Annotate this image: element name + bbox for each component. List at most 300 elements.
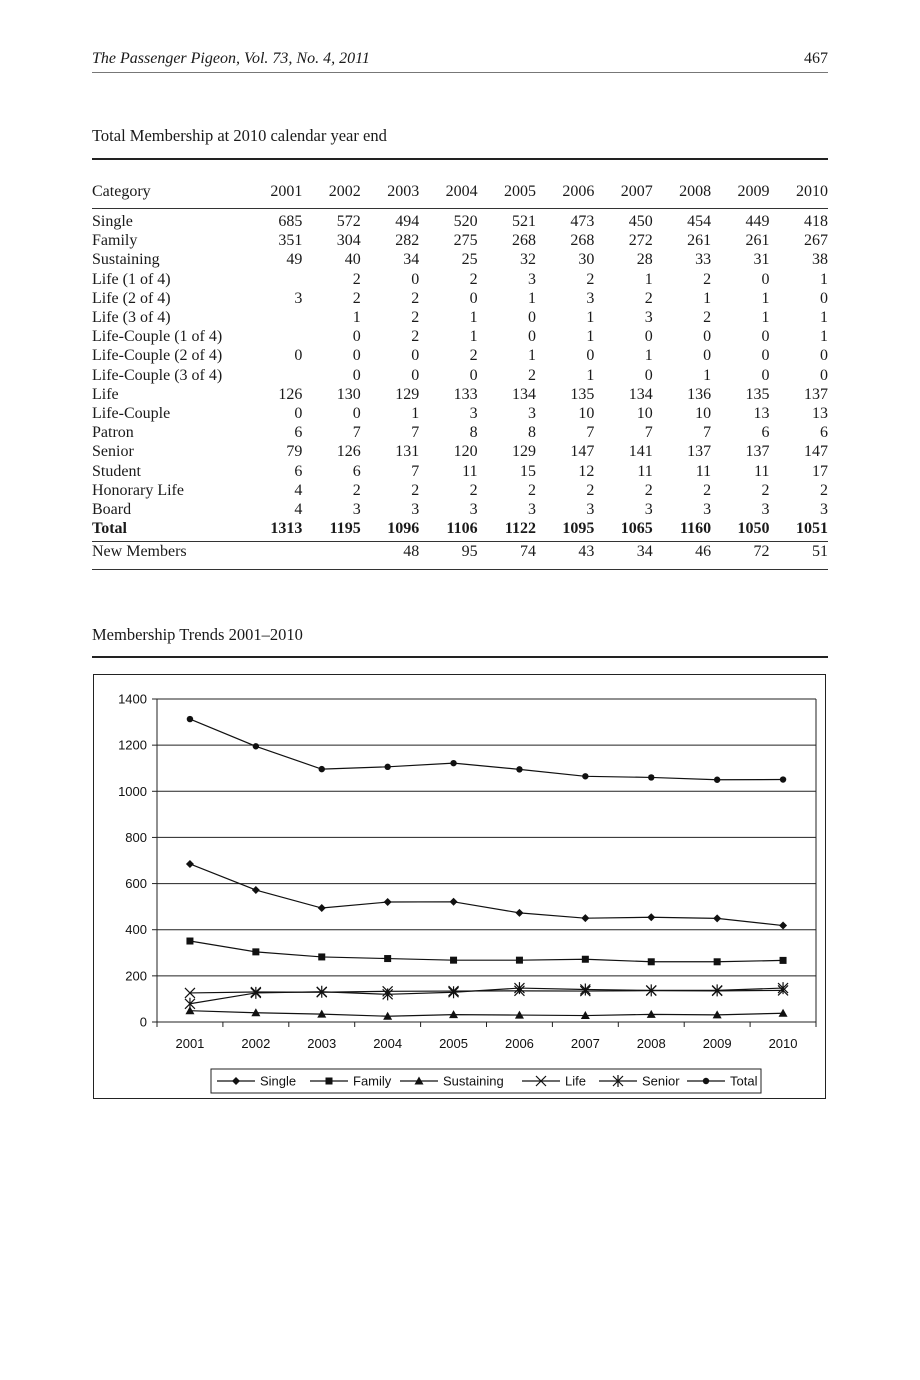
value-cell: 131	[395, 443, 420, 461]
value-cell: 2	[469, 270, 478, 288]
value-cell: 0	[411, 366, 420, 384]
value-cell: 685	[278, 213, 303, 230]
category-cell: Sustaining	[92, 251, 160, 269]
single-data-point	[647, 913, 655, 921]
value-cell: 2	[644, 481, 653, 499]
single-data-point	[581, 914, 589, 922]
year-header: 2007	[620, 183, 653, 200]
value-cell	[244, 308, 302, 327]
senior-series-line	[190, 988, 783, 1004]
value-cell: 454	[687, 213, 712, 230]
legend-label: Total	[730, 1073, 758, 1089]
table-row	[92, 404, 828, 423]
table-body	[92, 210, 828, 566]
value-cell: 0	[352, 366, 361, 384]
year-header: 2001	[270, 183, 303, 200]
value-cell: 95	[461, 543, 478, 561]
total-series-line	[190, 719, 783, 780]
category-cell: Total	[92, 520, 127, 538]
value-cell: 6	[820, 424, 828, 442]
value-cell: 2	[703, 309, 712, 327]
category-header: Category	[92, 183, 151, 200]
category-cell: Life-Couple (2 of 4)	[92, 347, 223, 365]
legend-label: Senior	[642, 1073, 680, 1089]
single-data-point	[186, 860, 194, 868]
table-row	[92, 423, 828, 442]
y-tick-label: 600	[125, 876, 147, 892]
family-series-line	[190, 941, 783, 962]
value-cell: 6	[294, 462, 303, 480]
value-cell: 33	[695, 251, 712, 269]
value-cell: 1051	[796, 520, 828, 538]
y-tick-label: 0	[139, 1014, 147, 1030]
value-cell: 521	[511, 213, 536, 230]
legend-label: Family	[353, 1073, 392, 1089]
category-cell: Board	[92, 501, 132, 519]
x-tick-label: 2004	[373, 1036, 403, 1051]
value-cell: 418	[804, 213, 828, 230]
value-cell: 7	[411, 424, 420, 442]
value-cell: 1	[820, 270, 828, 288]
value-cell: 2	[527, 481, 536, 499]
value-cell: 304	[336, 232, 361, 250]
value-cell: 0	[644, 328, 653, 346]
value-cell: 3	[586, 289, 595, 307]
value-cell: 1	[469, 309, 478, 327]
value-cell: 134	[628, 385, 653, 403]
table-row	[92, 308, 828, 327]
value-cell: 261	[745, 232, 770, 250]
value-cell: 1	[761, 289, 770, 307]
table-header-row	[92, 174, 828, 210]
table-row	[92, 289, 828, 308]
year-header: 2003	[387, 183, 420, 200]
value-cell: 2	[411, 481, 420, 499]
value-cell: 0	[294, 347, 303, 365]
total-data-point	[384, 764, 390, 770]
value-cell: 282	[395, 232, 420, 250]
value-cell: 1106	[446, 520, 478, 538]
year-header: 2002	[328, 183, 361, 200]
total-data-point	[714, 777, 720, 783]
value-cell: 1	[644, 347, 653, 365]
value-cell: 1	[352, 309, 361, 327]
value-cell: 2	[352, 481, 361, 499]
value-cell: 72	[753, 543, 770, 561]
total-data-point	[582, 773, 588, 779]
year-header: 2004	[445, 183, 478, 200]
category-cell: Life (2 of 4)	[92, 289, 171, 307]
value-cell: 0	[586, 347, 595, 365]
value-cell: 32	[519, 251, 536, 269]
value-cell: 10	[636, 405, 653, 423]
legend-label: Sustaining	[443, 1073, 504, 1089]
value-cell: 3	[586, 501, 595, 519]
figure-caption: Membership Trends 2001–2010	[92, 625, 303, 644]
value-cell: 34	[636, 543, 653, 561]
year-header: 2006	[562, 183, 595, 200]
value-cell: 3	[644, 309, 653, 327]
x-tick-label: 2001	[175, 1036, 205, 1051]
value-cell: 494	[395, 213, 420, 230]
single-data-point	[713, 914, 721, 922]
value-cell: 3	[703, 501, 712, 519]
value-cell: 0	[469, 289, 478, 307]
total-row	[92, 519, 828, 538]
value-cell: 2	[469, 481, 478, 499]
sustaining-series-line	[190, 1011, 783, 1017]
value-cell: 134	[511, 385, 536, 403]
legend-label: Life	[565, 1073, 586, 1089]
category-cell: Patron	[92, 424, 134, 442]
value-cell: 450	[628, 213, 653, 230]
category-cell: Life-Couple (1 of 4)	[92, 328, 223, 346]
value-cell: 0	[761, 328, 770, 346]
year-header: 2010	[796, 183, 828, 200]
value-cell: 3	[411, 501, 420, 519]
value-cell: 79	[286, 443, 303, 461]
total-data-point	[516, 766, 522, 772]
single-data-point	[384, 898, 392, 906]
value-cell: 4	[294, 501, 303, 519]
total-data-point	[253, 743, 259, 749]
value-cell: 3	[527, 405, 536, 423]
value-cell	[244, 270, 302, 289]
category-cell: Family	[92, 232, 138, 250]
value-cell: 449	[745, 213, 770, 230]
y-tick-label: 1200	[118, 737, 147, 753]
category-cell: New Members	[92, 543, 187, 561]
value-cell: 0	[469, 366, 478, 384]
value-cell: 11	[754, 462, 770, 480]
value-cell: 2	[820, 481, 828, 499]
single-data-point	[450, 898, 458, 906]
value-cell	[244, 327, 302, 346]
value-cell: 48	[403, 543, 420, 561]
table-row	[92, 385, 828, 404]
value-cell: 2	[703, 270, 712, 288]
total-data-point	[780, 776, 786, 782]
x-tick-label: 2010	[768, 1036, 798, 1051]
value-cell: 0	[352, 328, 361, 346]
category-cell: Life-Couple (3 of 4)	[92, 366, 223, 384]
x-tick-label: 2009	[702, 1036, 732, 1051]
value-cell: 12	[578, 462, 595, 480]
year-header: 2005	[503, 183, 536, 200]
value-cell: 6	[352, 462, 361, 480]
value-cell: 8	[527, 424, 536, 442]
value-cell: 1313	[270, 520, 303, 538]
value-cell: 1	[820, 328, 828, 346]
table-row	[92, 250, 828, 269]
total-data-point	[648, 774, 654, 780]
value-cell: 11	[695, 462, 712, 480]
value-cell: 6	[761, 424, 770, 442]
value-cell: 31	[753, 251, 770, 269]
table-row	[92, 327, 828, 346]
new-members-row	[92, 538, 828, 566]
value-cell: 351	[278, 232, 303, 250]
value-cell: 2	[586, 270, 595, 288]
table-row	[92, 500, 828, 519]
value-cell: 74	[519, 543, 536, 561]
value-cell: 1	[586, 366, 595, 384]
value-cell: 0	[411, 347, 420, 365]
y-tick-label: 400	[125, 922, 147, 938]
x-tick-label: 2006	[504, 1036, 534, 1051]
y-tick-label: 1400	[118, 691, 147, 707]
table-row	[92, 231, 828, 250]
category-cell: Honorary Life	[92, 481, 184, 499]
value-cell: 2	[586, 481, 595, 499]
single-data-point	[252, 886, 260, 894]
value-cell: 1	[820, 309, 828, 327]
value-cell: 136	[687, 385, 712, 403]
value-cell: 135	[745, 385, 770, 403]
family-data-point	[516, 957, 523, 964]
value-cell: 49	[286, 251, 303, 269]
page-number: 467	[804, 50, 828, 67]
value-cell: 3	[352, 501, 361, 519]
category-cell: Life (3 of 4)	[92, 309, 171, 327]
value-cell: 8	[469, 424, 478, 442]
value-cell: 7	[703, 424, 712, 442]
legend-label: Single	[260, 1073, 297, 1089]
value-cell: 34	[403, 251, 420, 269]
value-cell: 1	[586, 309, 595, 327]
total-data-point	[450, 760, 456, 766]
value-cell: 13	[812, 405, 828, 423]
value-cell: 520	[453, 213, 478, 230]
table-row	[92, 462, 828, 481]
table-row	[92, 366, 828, 385]
family-data-point	[780, 957, 787, 964]
header-bottom-rule	[92, 208, 828, 209]
value-cell: 10	[695, 405, 712, 423]
value-cell: 1	[644, 270, 653, 288]
value-cell: 1	[703, 289, 712, 307]
value-cell: 1195	[329, 520, 361, 538]
value-cell: 46	[695, 543, 712, 561]
value-cell: 147	[804, 443, 828, 461]
table-caption: Total Membership at 2010 calendar year end	[92, 126, 387, 145]
value-cell: 0	[820, 289, 828, 307]
value-cell: 2	[352, 289, 361, 307]
value-cell: 1	[527, 347, 536, 365]
value-cell: 11	[637, 462, 653, 480]
family-data-point	[384, 955, 391, 962]
membership-trends-chart	[93, 674, 826, 1099]
value-cell: 2	[469, 347, 478, 365]
value-cell: 0	[820, 366, 828, 384]
value-cell: 1160	[680, 520, 712, 538]
table-row	[92, 210, 828, 231]
figure-top-rule	[92, 656, 828, 658]
year-header: 2008	[679, 183, 712, 200]
table-row	[92, 481, 828, 500]
family-legend-marker	[326, 1078, 333, 1085]
single-series-line	[190, 864, 783, 926]
value-cell: 4	[294, 481, 303, 499]
value-cell: 572	[336, 213, 361, 230]
value-cell: 2	[411, 309, 420, 327]
value-cell: 133	[453, 385, 478, 403]
year-header: 2009	[737, 183, 770, 200]
value-cell: 137	[687, 443, 712, 461]
value-cell: 3	[294, 289, 303, 307]
value-cell: 3	[527, 270, 536, 288]
family-data-point	[318, 953, 325, 960]
y-tick-label: 800	[125, 829, 147, 845]
value-cell: 1	[527, 289, 536, 307]
value-cell: 3	[469, 405, 478, 423]
value-cell: 137	[804, 385, 828, 403]
x-tick-label: 2005	[439, 1036, 469, 1051]
header-rule	[92, 72, 828, 73]
value-cell: 129	[395, 385, 420, 403]
total-legend-marker	[703, 1078, 709, 1084]
total-data-point	[319, 766, 325, 772]
value-cell: 0	[352, 347, 361, 365]
category-cell: Life (1 of 4)	[92, 270, 171, 288]
value-cell: 15	[519, 462, 536, 480]
value-cell: 38	[812, 251, 828, 269]
value-cell: 40	[344, 251, 361, 269]
membership-table	[92, 174, 828, 566]
total-bottom-rule	[92, 541, 828, 542]
value-cell: 7	[644, 424, 653, 442]
value-cell: 1096	[387, 520, 420, 538]
value-cell: 0	[527, 328, 536, 346]
value-cell: 275	[453, 232, 478, 250]
value-cell: 126	[278, 385, 303, 403]
value-cell: 1095	[562, 520, 595, 538]
value-cell: 7	[586, 424, 595, 442]
value-cell: 17	[812, 462, 828, 480]
value-cell: 7	[411, 462, 420, 480]
value-cell: 2	[411, 289, 420, 307]
value-cell: 0	[761, 347, 770, 365]
value-cell: 473	[570, 213, 595, 230]
value-cell: 51	[812, 543, 828, 561]
value-cell: 3	[469, 501, 478, 519]
value-cell: 147	[570, 443, 595, 461]
value-cell: 0	[352, 405, 361, 423]
y-tick-label: 1000	[118, 783, 147, 799]
single-data-point	[318, 904, 326, 912]
table-row	[92, 346, 828, 365]
value-cell: 6	[294, 424, 303, 442]
value-cell: 0	[527, 309, 536, 327]
value-cell: 272	[628, 232, 653, 250]
table-bottom-rule	[92, 569, 828, 570]
value-cell: 3	[761, 501, 770, 519]
family-data-point	[714, 958, 721, 965]
category-cell: Single	[92, 213, 133, 230]
value-cell: 2	[527, 366, 536, 384]
family-data-point	[450, 957, 457, 964]
value-cell: 0	[761, 366, 770, 384]
value-cell: 0	[294, 405, 303, 423]
value-cell: 25	[461, 251, 478, 269]
value-cell: 141	[628, 443, 653, 461]
journal-title: The Passenger Pigeon, Vol. 73, No. 4, 2011	[92, 50, 370, 67]
value-cell: 1	[411, 405, 420, 423]
value-cell: 268	[570, 232, 595, 250]
category-cell: Senior	[92, 443, 134, 461]
value-cell: 2	[352, 270, 361, 288]
value-cell: 130	[336, 385, 361, 403]
family-data-point	[252, 948, 259, 955]
value-cell: 267	[804, 232, 828, 250]
value-cell: 28	[636, 251, 653, 269]
value-cell: 0	[820, 347, 828, 365]
value-cell: 1050	[737, 520, 770, 538]
category-cell: Life-Couple	[92, 405, 171, 423]
table-row	[92, 270, 828, 289]
value-cell: 43	[578, 543, 595, 561]
x-tick-label: 2007	[570, 1036, 600, 1051]
value-cell: 0	[703, 328, 712, 346]
value-cell: 1	[703, 366, 712, 384]
category-cell: Life	[92, 385, 119, 403]
value-cell	[244, 538, 302, 566]
value-cell: 1065	[620, 520, 653, 538]
value-cell: 2	[703, 481, 712, 499]
table-row	[92, 442, 828, 461]
value-cell: 1	[586, 328, 595, 346]
value-cell: 3	[820, 501, 828, 519]
value-cell: 2	[761, 481, 770, 499]
value-cell: 10	[578, 405, 595, 423]
value-cell: 7	[352, 424, 361, 442]
total-data-point	[187, 716, 193, 722]
single-data-point	[515, 909, 523, 917]
value-cell: 1	[469, 328, 478, 346]
value-cell: 1122	[504, 520, 536, 538]
value-cell: 261	[687, 232, 712, 250]
value-cell	[244, 366, 302, 385]
single-data-point	[779, 922, 787, 930]
x-tick-label: 2003	[307, 1036, 337, 1051]
value-cell: 126	[336, 443, 361, 461]
value-cell: 11	[462, 462, 478, 480]
value-cell: 0	[761, 270, 770, 288]
family-data-point	[582, 956, 589, 963]
value-cell: 268	[511, 232, 536, 250]
value-cell: 137	[745, 443, 770, 461]
value-cell: 135	[570, 385, 595, 403]
line-chart	[94, 675, 827, 1100]
x-tick-label: 2002	[241, 1036, 271, 1051]
value-cell: 3	[644, 501, 653, 519]
value-cell: 0	[703, 347, 712, 365]
value-cell: 2	[411, 328, 420, 346]
value-cell: 2	[644, 289, 653, 307]
x-tick-label: 2008	[636, 1036, 666, 1051]
value-cell: 120	[453, 443, 478, 461]
value-cell: 13	[753, 405, 770, 423]
value-cell: 3	[527, 501, 536, 519]
value-cell: 0	[411, 270, 420, 288]
category-cell: Student	[92, 462, 141, 480]
family-data-point	[186, 938, 193, 945]
y-tick-label: 200	[125, 968, 147, 984]
value-cell: 1	[761, 309, 770, 327]
value-cell: 0	[644, 366, 653, 384]
family-data-point	[648, 958, 655, 965]
value-cell	[302, 538, 360, 566]
